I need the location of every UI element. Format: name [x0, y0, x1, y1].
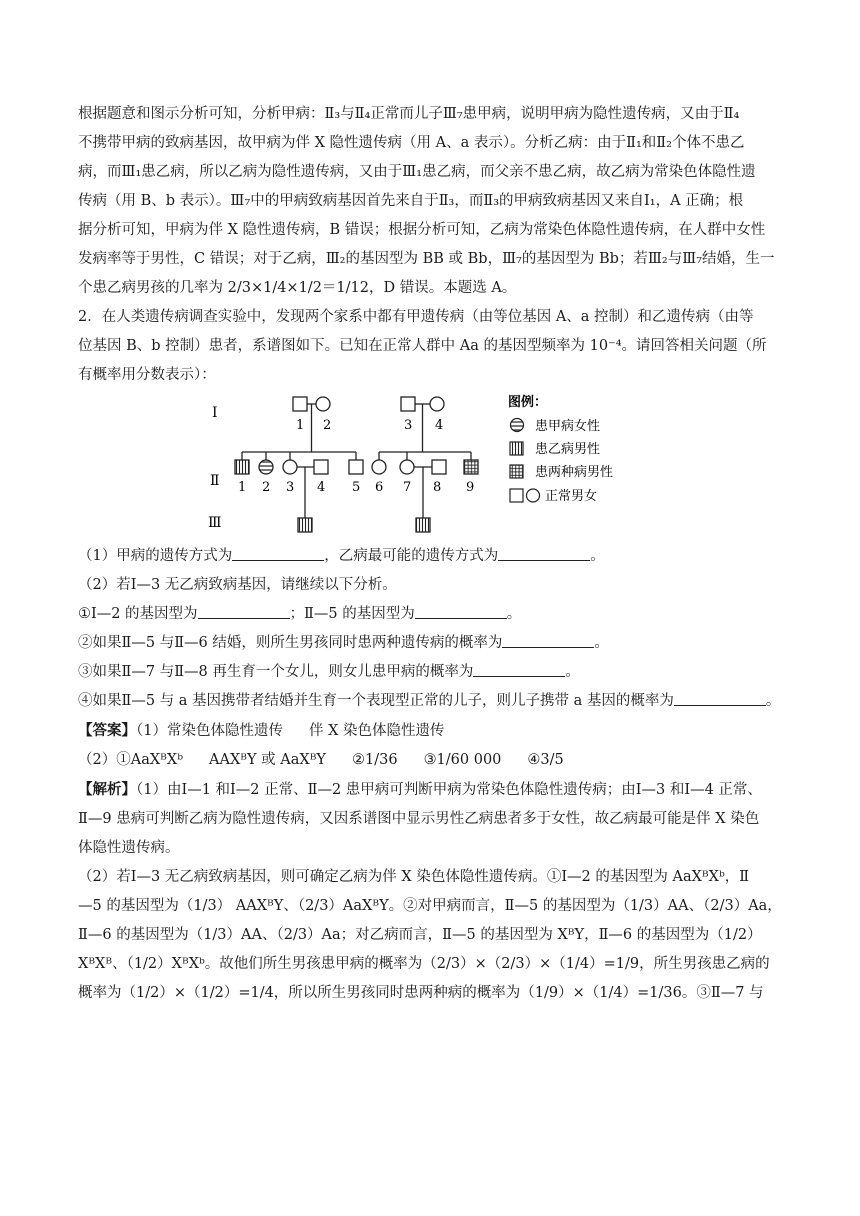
- text-line: 发病率等于男性，C 错误；对于乙病，Ⅲ₂的基因型为 BB 或 Bb，Ⅲ₇的基因型为 Bb；若Ⅲ₂与Ⅲ₇结婚，生一: [78, 251, 775, 267]
- male-normal: [314, 460, 328, 474]
- male-affected-yi: [416, 518, 430, 532]
- analysis-line: 概率为（1/2）×（1/2）=1/4，所以所生男孩同时患两种病的概率为（1/9）×（1/4）=1/36。③Ⅱ—7 与: [78, 985, 764, 1001]
- analysis-label: 【解析】: [78, 781, 136, 798]
- male-normal: [401, 397, 415, 411]
- generation-label: Ⅱ: [210, 473, 220, 489]
- female-normal: [316, 397, 330, 411]
- question-stem-line: 位基因 B、b 控制）患者，系谱图如下。已知在正常人群中 Aa 的基因型频率为 10⁻⁴。请回答相关问题（所: [78, 338, 767, 354]
- answer-blank[interactable]: [198, 604, 290, 619]
- question-stem-line: 有概率用分数表示）：: [78, 367, 216, 383]
- answer-blank[interactable]: [473, 662, 565, 677]
- analysis-line: Ⅱ—9 患病可判断乙病为隐性遗传病，又因系谱图中显示男性乙病患者多于女性，故乙病最可能是伴 X 染色: [78, 811, 760, 827]
- answer-blank[interactable]: [232, 546, 324, 561]
- analysis-section: [78, 775, 788, 1008]
- text-line: 传病（用 B、b 表示）。Ⅲ₇中的甲病致病基因首先来自于Ⅱ₃，而Ⅱ₃的甲病致病基因又来自Ⅰ₁，A 正确；根: [78, 193, 744, 209]
- answer-section: [78, 716, 788, 775]
- individual-number: 8: [433, 480, 442, 495]
- answer-blank[interactable]: [674, 691, 766, 706]
- previous-explanation: [78, 100, 788, 303]
- individual-number: 7: [403, 480, 412, 495]
- answer-blank[interactable]: [415, 604, 507, 619]
- analysis-line: 体隐性遗传病。: [78, 840, 180, 856]
- legend-normal-female: [527, 489, 540, 502]
- male-normal: [293, 397, 307, 411]
- individual-number: 1: [296, 418, 305, 433]
- individual-number: 3: [286, 480, 295, 495]
- male-normal: [349, 460, 363, 474]
- legend-label: 正常男女: [545, 489, 598, 504]
- answer-blank[interactable]: [502, 633, 594, 648]
- legend-normal-male: [510, 489, 523, 502]
- male-affected-yi: [235, 460, 249, 474]
- analysis-line: Ⅱ—6 的基因型为（1/3）AA、（2/3）Aa；对乙病而言，Ⅱ—5 的基因型为 XᴮY，Ⅱ—6 的基因型为（1/2）: [78, 927, 762, 943]
- legend-label: 患乙病男性: [535, 442, 601, 457]
- individual-number: 2: [323, 418, 332, 433]
- individual-number: 1: [238, 480, 247, 495]
- text-line: 根据题意和图示分析可知，分析甲病：Ⅱ₃与Ⅱ₄正常而儿子Ⅲ₇患甲病，说明甲病为隐性遗传病，又由于Ⅱ₄: [78, 106, 740, 122]
- male-normal: [432, 460, 446, 474]
- individual-number: 6: [375, 480, 384, 495]
- female-normal: [372, 460, 386, 474]
- analysis-line: —5 的基因型为（1/3） AAXᴮY、（2/3）AaXᴮY。②对甲病而言，Ⅱ—5 的基因型为（1/3）AA、（2/3）Aa，: [78, 898, 782, 914]
- item-1: ①Ⅰ—2 的基因型为 ；Ⅱ—5 的基因型为 。: [78, 606, 522, 622]
- text-line: 病，而Ⅲ₁患乙病，所以乙病为隐性遗传病，又由于Ⅲ₁患乙病，而父亲不患乙病，故乙病为常染色体隐性遗: [78, 164, 756, 180]
- male-affected-yi: [298, 518, 312, 532]
- individual-number: 4: [317, 480, 326, 495]
- individual-number: 4: [435, 418, 444, 433]
- text-line: 个患乙病男孩的几率为 2/3×1/4×1/2＝1/12，D 错误。本题选 A。: [78, 280, 517, 296]
- pedigree-figure: [208, 392, 668, 542]
- female-affected-jia: [259, 460, 273, 474]
- item-4: ④如果Ⅱ—5 与 a 基因携带者结婚并生育一个表现型正常的儿子，则儿子携带 a 基因的概率为 。: [78, 693, 781, 709]
- male-affected-both: [464, 460, 478, 474]
- question-stem-line: 2．在人类遗传病调查实验中，发现两个家系中都有甲遗传病（由等位基因 A、a 控制）和乙遗传病（由等: [78, 309, 754, 325]
- individual-number: 5: [352, 480, 361, 495]
- answer-blank[interactable]: [498, 546, 590, 561]
- document-page: [78, 100, 788, 1008]
- legend-label: 患甲病女性: [535, 419, 601, 434]
- analysis-line: XᴮXᴮ、（1/2）XᴮXᵇ。故他们所生男孩患甲病的概率为（2/3）×（2/3）×（1/4）=1/9，所生男孩患乙病的: [78, 956, 770, 972]
- text-line: 不携带甲病的致病基因，故甲病为伴 X 隐性遗传病（用 A、a 表示）。分析乙病：由于Ⅱ₁和Ⅱ₂个体不患乙: [78, 135, 745, 151]
- individual-number: 2: [262, 480, 271, 495]
- pedigree-chart: [208, 392, 668, 542]
- answer-line-2: （2）①AaXᴮXᵇ AAXᴮY 或 AaXᴮY ②1/36 ③1/60 000 ④3/5: [78, 752, 564, 768]
- legend-label: 患两种病男性: [535, 465, 614, 480]
- female-normal: [400, 460, 414, 474]
- answer-line-1: 【答案】（1）常染色体隐性遗传 伴 X 染色体隐性遗传: [78, 722, 445, 739]
- female-normal: [283, 460, 297, 474]
- answer-label: 【答案】: [78, 722, 136, 739]
- generation-label: Ⅰ: [212, 405, 218, 421]
- generation-label: Ⅲ: [208, 515, 222, 531]
- individual-number: 9: [466, 480, 475, 495]
- legend-affected-both-male: [510, 465, 523, 478]
- analysis-line: 【解析】（1）由Ⅰ—1 和Ⅰ—2 正常、Ⅱ—2 患甲病可判断甲病为常染色体隐性遗传病；由Ⅰ—3 和Ⅰ—4 正常、: [78, 781, 762, 798]
- item-3: ③如果Ⅱ—7 与Ⅱ—8 再生育一个女儿，则女儿患甲病的概率为 。: [78, 664, 580, 680]
- legend-affected-yi-male: [510, 442, 523, 455]
- sub-question-1: （1）甲病的遗传方式为 ，乙病最可能的遗传方式为 。: [78, 548, 605, 564]
- legend-affected-jia-female: [511, 419, 524, 432]
- female-normal: [430, 397, 444, 411]
- individual-number: 3: [404, 418, 413, 433]
- item-2: ②如果Ⅱ—5 与Ⅱ—6 结婚，则所生男孩同时患两种遗传病的概率为 。: [78, 635, 609, 651]
- question-2: [78, 303, 788, 716]
- sub-question-2: （2）若Ⅰ—3 无乙病致病基因，请继续以下分析。: [78, 577, 397, 593]
- text-line: 据分析可知，甲病为伴 X 隐性遗传病，B 错误；根据分析可知，乙病为常染色体隐性遗传病，在人群中女性: [78, 222, 766, 238]
- analysis-line: （2）若Ⅰ—3 无乙病致病基因，则可确定乙病为伴 X 染色体隐性遗传病。①Ⅰ—2 的基因型为 AaXᴮXᵇ，Ⅱ: [78, 869, 750, 885]
- legend-title: 图例：: [508, 395, 548, 410]
